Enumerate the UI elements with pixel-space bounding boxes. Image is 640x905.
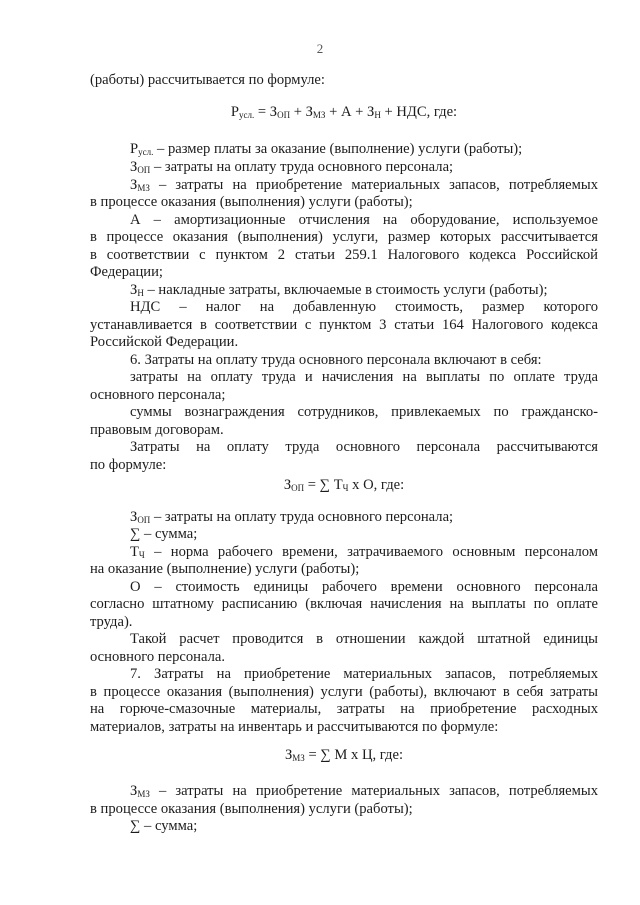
text-line: согласно штатному расписанию (включая начисления на выплаты по оплате [90, 596, 598, 612]
text-line: по формуле: [90, 457, 167, 473]
text-line: суммы вознаграждения сотрудников, привлекаемых по гражданско- [130, 404, 598, 420]
text-line: А – амортизационные отчисления на оборудование, используемое [130, 212, 598, 228]
definition-t-ch: $Т_Ч$ – норма рабочего времени, затрачиваемого основным персоналом [130, 544, 598, 560]
formula-payment: $Р_{усл.} = З_{ОП} + З_{МЗ} + А + З_Н$ + НДС, где: [230, 104, 458, 120]
text-line: в соответствии с пунктом 2 статьи 259.1 Налогового кодекса Российской [90, 247, 598, 263]
definition-sum: ∑ – сумма; [130, 526, 198, 542]
definition-z-op-2: $З_{ОП}$ – затраты на оплату труда основного персонала; [130, 509, 454, 525]
text-line: НДС – налог на добавленную стоимость, размер которого [130, 299, 598, 315]
text-line: основного персонала; [90, 387, 226, 403]
section-heading-7: 7. Затраты на приобретение материальных запасов, потребляемых [130, 666, 598, 682]
text-line: Федерации; [90, 264, 163, 280]
definition-z-op: $З_{ОП}$ – затраты на оплату труда основного персонала; [130, 159, 454, 175]
formula-materials: $З_{МЗ}$ = ∑ М х Ц, где: [284, 747, 404, 763]
definition-sum-2: ∑ – сумма; [130, 818, 198, 834]
text-line: материалов, затраты на инвентарь и рассчитываются по формуле: [90, 719, 499, 735]
text-line: в процессе оказания (выполнения) услуги (работы), включают в себя затраты [90, 684, 598, 700]
definition-z-n: $З_Н$ – накладные затраты, включаемые в стоимость услуги (работы); [130, 282, 548, 298]
text-line: устанавливается в соответствии с пунктом 3 статьи 164 Налогового кодекса [90, 317, 598, 333]
text-line: (работы) рассчитывается по формуле: [90, 72, 325, 88]
text-line: затраты на оплату труда и начисления на выплаты по оплате труда [130, 369, 598, 385]
page-number: 2 [316, 41, 324, 56]
text-line: О – стоимость единицы рабочего времени основного персонала [130, 579, 598, 595]
text-line: на оказание (выполнение) услуги (работы); [90, 561, 360, 577]
text-line: Затраты на оплату труда основного персонала рассчитываются [130, 439, 598, 455]
text-line: правовым договорам. [90, 422, 224, 438]
formula-labor: $З_{ОП}$ = ∑ $Т_Ч$ х О, где: [283, 477, 405, 493]
text-line: в процессе оказания (выполнения) услуги, размер которых рассчитывается [90, 229, 598, 245]
definition-z-mz: $З_{МЗ}$ – затраты на приобретение материальных запасов, потребляемых [130, 177, 598, 193]
section-heading-6: 6. Затраты на оплату труда основного персонала включают в себя: [130, 352, 542, 368]
text-line: в процессе оказания (выполнения) услуги (работы); [90, 801, 413, 817]
text-line: труда). [90, 614, 133, 630]
definition-z-mz-2: $З_{МЗ}$ – затраты на приобретение материальных запасов, потребляемых [130, 783, 598, 799]
text-line: Такой расчет проводится в отношении каждой штатной единицы [130, 631, 598, 647]
text-line: основного персонала. [90, 649, 225, 665]
definition-p-usl: $Р_{усл.}$ – размер платы за оказание (выполнение) услуги (работы); [130, 141, 523, 157]
text-line: Российской Федерации. [90, 334, 239, 350]
text-line: на горюче-смазочные материалы, затраты на приобретение расходных [90, 701, 598, 717]
text-line: в процессе оказания (выполнения) услуги (работы); [90, 194, 413, 210]
